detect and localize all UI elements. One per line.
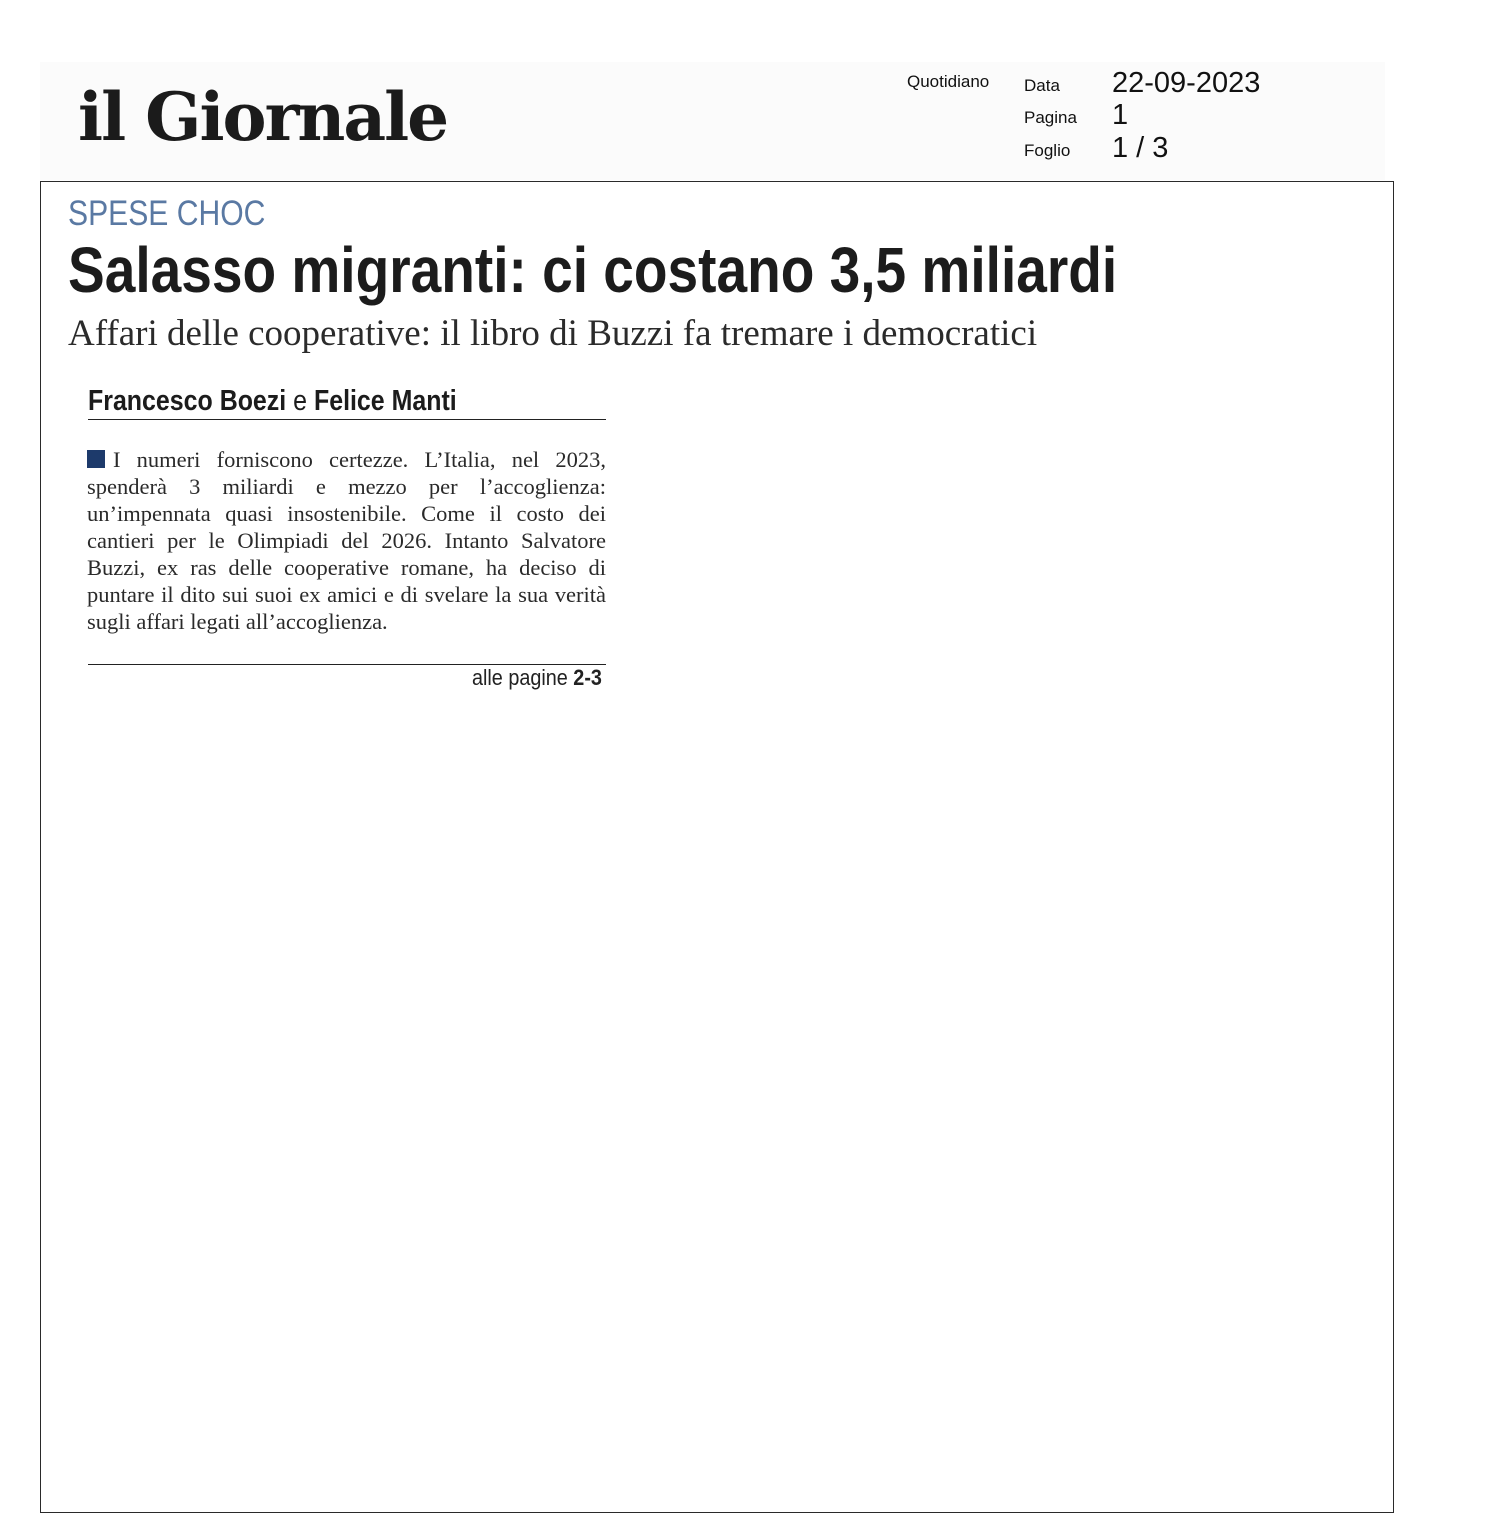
byline-conjunction: e [293, 385, 308, 417]
jump-prefix: alle pagine [472, 665, 568, 690]
jump-pages: 2-3 [573, 665, 602, 690]
bullet-square-icon [87, 450, 105, 468]
article-body [87, 446, 606, 635]
byline-rule [88, 419, 606, 420]
author-1: Francesco Boezi [88, 385, 287, 417]
newspaper-logo: il Giornale [78, 78, 448, 156]
article-kicker: SPESE CHOC [68, 194, 266, 233]
sheet-label: Foglio [1024, 141, 1071, 160]
publication-type: Quotidiano [907, 72, 990, 91]
page-jump [472, 665, 602, 691]
author-2: Felice Manti [313, 385, 457, 417]
page-value: 1 [1112, 99, 1129, 131]
date-label: Data [1024, 76, 1060, 95]
article-byline [88, 385, 457, 418]
article-body-text: I numeri forniscono certezze. L’Italia, nel 2023, spenderà 3 miliardi e mezzo per l’accoglienza: un’impennata quasi insostenibile. Come il costo dei cantieri per le Olimpiadi del 2026. Intanto Salvatore Buzzi, ex ras delle cooperative romane, ha deciso di puntare il dito sui suoi ex amici e di svelare la sua verità sugli affari legati all’accoglienza. [87, 447, 606, 634]
date-value: 22-09-2023 [1112, 67, 1261, 99]
sheet-value: 1 / 3 [1112, 132, 1169, 164]
page-label: Pagina [1024, 108, 1077, 127]
article-subhead: Affari delle cooperative: il libro di Buzzi fa tremare i democratici [68, 313, 1038, 354]
article-headline: Salasso migranti: ci costano 3,5 miliardi [68, 234, 1118, 306]
article-frame [40, 181, 1394, 1513]
